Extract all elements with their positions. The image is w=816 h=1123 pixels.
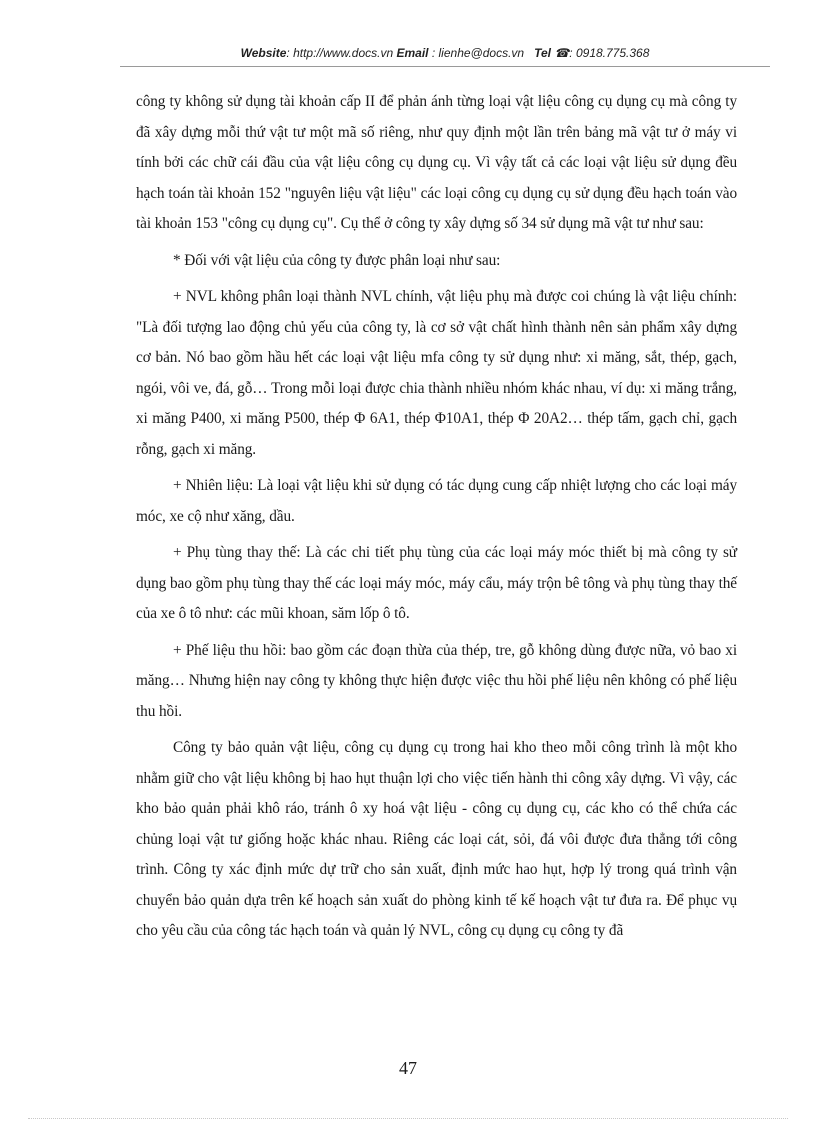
paragraph: + Nhiên liệu: Là loại vật liệu khi sử dụng có tác dụng cung cấp nhiệt lượng cho các loại máy móc, xe cộ như xăng, dầu. (136, 477, 737, 525)
page-number: 47 (399, 1058, 417, 1078)
header-divider (120, 66, 770, 67)
paragraph: + NVL không phân loại thành NVL chính, vật liệu phụ mà được coi chúng là vật liệu chính: "Là đối tượng lao động chủ yếu của công ty, là cơ sở vật chất hình thành nên sản phẩm xây dựng cơ bản. Nó bao gồm hầu hết các loại vật liệu mfa công ty sử dụng như: xi măng, sắt, thép, gạch, ngói, vôi ve, đá, gỗ… Trong mỗi loại được chia thành nhiều nhóm khác nhau, ví dụ: xi măng trắng, xi măng P400, xi măng P500, thép Φ 6A1, thép Φ10A1, thép Φ 20A2… thép tấm, gạch chỉ, gạch rỗng, gạch xi măng. (136, 288, 737, 458)
paragraph: + Phế liệu thu hồi: bao gồm các đoạn thừa của thép, tre, gỗ không dùng được nữa, vỏ bao xi măng… Nhưng hiện nay công ty không thực hiện được việc thu hồi phế liệu nên không có phế liệu thu hồi. (136, 641, 737, 720)
document-body (136, 87, 737, 953)
paragraph: + Phụ tùng thay thế: Là các chi tiết phụ tùng của các loại máy móc thiết bị mà công ty sử dụng bao gồm phụ tùng thay thế các loại máy móc, máy cẩu, máy trộn bê tông và phụ tùng thay thế của xe ô tô như: các mũi khoan, săm lốp ô tô. (136, 544, 737, 622)
phone-icon: ☎ (554, 46, 570, 60)
website-label: Website (240, 46, 287, 60)
page-header (120, 46, 770, 60)
tel-value: : 0918.775.368 (569, 46, 650, 60)
footer-divider (28, 1118, 788, 1119)
paragraph: Công ty bảo quản vật liệu, công cụ dụng cụ trong hai kho theo mỗi công trình là một kho nhằm giữ cho vật liệu không bị hao hụt thuận lợi cho việc tiến hành thi công xây dựng. Vì vậy, các kho bảo quản phải khô ráo, tránh ô xy hoá vật liệu - công cụ dụng cụ, các kho có thể chứa các chủng loại vật tư giống hoặc khác nhau. Riêng các loại cát, sỏi, đá vôi được đưa thẳng tới công trình. Công ty xác định mức dự trữ cho sản xuất, định mức hao hụt, hợp lý trong quá trình vận chuyển bảo quản dựa trên kế hoạch sản xuất do phòng kinh tế kế hoạch vật tư đưa ra. Để phục vụ cho yêu cầu của công tác hạch toán và quản lý NVL, công cụ dụng cụ công ty đã (136, 739, 737, 939)
paragraph: * Đối với vật liệu của công ty được phân loại như sau: (173, 251, 501, 269)
email-value: : lienhe@docs.vn (431, 46, 525, 60)
paragraph: công ty không sử dụng tài khoản cấp II để phản ánh từng loại vật liệu công cụ dụng cụ mà công ty đã xây dựng mỗi thứ vật tư một mã số riêng, như quy định một lần trên bảng mã vật tư ở máy vi tính bởi các chữ cái đầu của vật liệu công cụ dụng cụ. Vì vậy tất cả các loại vật liệu sử dụng đều hạch toán tài khoản 152 "nguyên liệu vật liệu" các loại công cụ dụng cụ sử dụng đều hạch toán vào tài khoản 153 "công cụ dụng cụ". Cụ thể ở công ty xây dựng số 34 sử dụng mã vật tư như sau: (136, 93, 737, 232)
tel-label: Tel (534, 46, 551, 60)
email-label: Email (396, 46, 429, 60)
website-value: : http://www.docs.vn (286, 46, 394, 60)
